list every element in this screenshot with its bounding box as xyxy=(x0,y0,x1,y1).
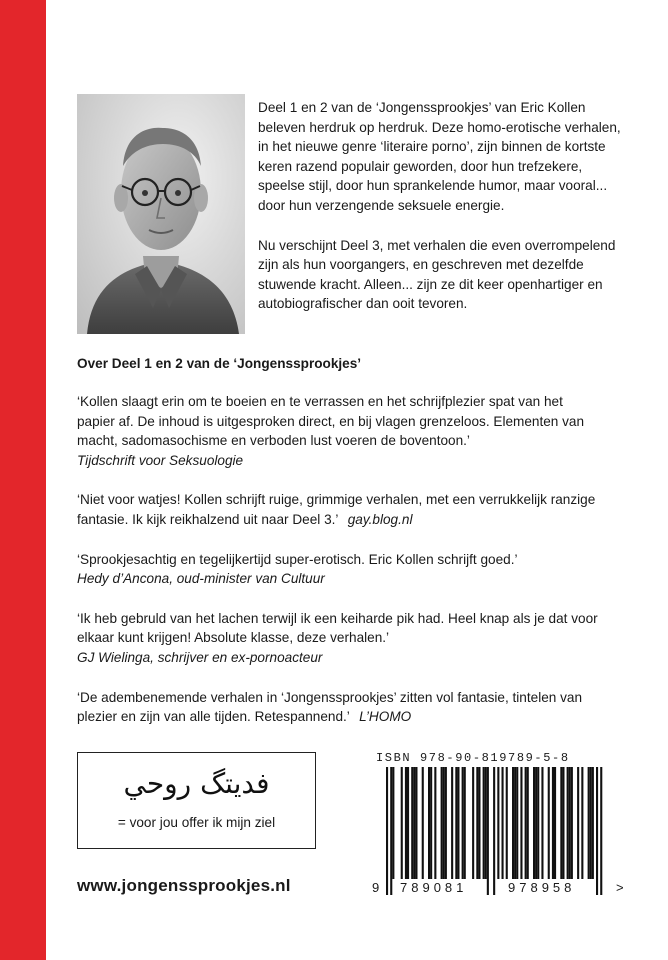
arabic-translation: = voor jou offer ik mijn ziel xyxy=(117,815,276,830)
review-item xyxy=(77,490,602,529)
review-quote: ‘De adembenemende verhalen in ‘Jongenssprookjes’ zitten vol fantasie, tintelen van plezier en zijn van alle tijden. Retespannend.’ xyxy=(77,689,583,725)
barcode-bar xyxy=(455,767,457,879)
review-item xyxy=(77,688,602,727)
barcode-bar xyxy=(464,767,466,879)
barcode-bar xyxy=(514,767,516,879)
barcode-bar xyxy=(520,767,522,879)
isbn-label: ISBN 978-90-819789-5-8 xyxy=(376,751,570,765)
barcode-bar xyxy=(487,767,489,895)
website-url[interactable]: www.jongenssprookjes.nl xyxy=(77,876,291,895)
barcode-bar xyxy=(451,767,453,879)
barcode-bar xyxy=(548,767,550,879)
barcode-bar xyxy=(411,767,413,879)
barcode-bar xyxy=(588,767,590,879)
barcode-bar xyxy=(571,767,573,879)
barcode-bar xyxy=(590,767,592,879)
barcode-bar xyxy=(422,767,424,879)
barcode-bar xyxy=(407,767,409,879)
barcode-bar xyxy=(441,767,443,879)
barcode-bar xyxy=(512,767,514,879)
barcode-bar xyxy=(386,767,388,895)
barcode-digits-left: 789081 xyxy=(400,880,468,895)
review-quote: ‘Ik heb gebruld van het lachen terwijl ik een keiharde pik had. Heel knap als je dat voor elkaar kunt krijgen! Absolute klasse, deze verhalen.’ xyxy=(77,610,598,646)
review-item xyxy=(77,609,602,668)
barcode-bar xyxy=(502,767,504,879)
barcode-bar xyxy=(592,767,594,879)
barcode-bar xyxy=(527,767,529,879)
barcode-bar xyxy=(541,767,543,879)
barcode-bar xyxy=(535,767,537,879)
barcode-digits-right: 978958 xyxy=(508,880,576,895)
review-quote: ‘Kollen slaagt erin om te boeien en te verrassen en het schrijfplezier spat van het papier af. De inhoud is uitgesproken direct, en bij vlagen grenzeloos. Elementen van macht, sadomasochisme en verboden lust voeren de boventoon.’ xyxy=(77,394,585,449)
barcode-bar xyxy=(497,767,499,879)
intro-text xyxy=(258,98,628,334)
barcode-bar xyxy=(533,767,535,879)
barcode-bar xyxy=(525,767,527,879)
barcode-bar xyxy=(569,767,571,879)
barcode-bar xyxy=(562,767,564,879)
author-photo xyxy=(77,94,245,334)
barcode-digit-lead: 9 xyxy=(372,880,380,895)
barcode-bar xyxy=(485,767,487,879)
barcode-bar xyxy=(428,767,430,879)
barcode-bar xyxy=(567,767,569,879)
barcode-bar xyxy=(600,767,602,895)
red-spine xyxy=(0,0,46,960)
barcode-bar xyxy=(537,767,539,879)
barcode-bar xyxy=(581,767,583,879)
reviews-list xyxy=(77,392,602,747)
review-source: gay.blog.nl xyxy=(347,511,413,527)
review-quote: ‘Sprookjesachtig en tegelijkertijd super-erotisch. Eric Kollen schrijft goed.’ xyxy=(77,551,518,567)
reviews-heading: Over Deel 1 en 2 van de ‘Jongenssprookjes’ xyxy=(77,356,362,371)
review-source: L’HOMO xyxy=(359,709,412,725)
barcode-bar xyxy=(516,767,518,879)
barcode-bar xyxy=(445,767,447,879)
barcode-bar xyxy=(596,767,598,895)
arabic-phrase: فدیتگ روحي xyxy=(123,767,270,800)
review-source: Hedy d’Ancona, oud-minister van Cultuur xyxy=(77,571,325,587)
review-source: Tijdschrift voor Seksuologie xyxy=(77,452,244,468)
barcode-bar xyxy=(472,767,474,879)
author-portrait-icon xyxy=(77,94,245,334)
barcode-bar xyxy=(390,767,392,895)
barcode-bar xyxy=(483,767,485,879)
barcode-bar xyxy=(478,767,480,879)
barcode-bar xyxy=(430,767,432,879)
intro-paragraph-1: Deel 1 en 2 van de ‘Jongenssprookjes’ van Eric Kollen beleven herdruk op herdruk. Deze homo-erotische verhalen, in het nieuwe genre ‘literaire porno’, zijn binnen de kortste keren razend populair geworden, door hun trefzekere, speelse stijl, door hun sprankelende humor, maar vooral... door hun verzengende seksuele energie. xyxy=(258,100,621,213)
barcode-bar xyxy=(554,767,556,879)
barcode-quiet-zone-mark: > xyxy=(616,880,624,895)
barcode-bar xyxy=(405,767,407,879)
barcode-bar xyxy=(577,767,579,879)
barcode-bar xyxy=(506,767,508,879)
barcode-bar xyxy=(457,767,459,879)
barcode-bar xyxy=(493,767,495,895)
review-quote: ‘Niet voor watjes! Kollen schrijft ruige, grimmige verhalen, met een verrukkelijk ranzige fantasie. Ik kijk reikhalzend uit naar Deel 3.’ xyxy=(77,492,596,527)
review-source: GJ Wielinga, schrijver en ex-pornoacteur xyxy=(77,649,323,665)
barcode-bar xyxy=(413,767,415,879)
soul-dedication-box xyxy=(77,752,316,849)
barcode-bar xyxy=(552,767,554,879)
barcode-bar xyxy=(443,767,445,879)
barcode-bar xyxy=(462,767,464,879)
barcode-bar xyxy=(392,767,394,879)
review-item xyxy=(77,550,602,589)
intro-paragraph-2: Nu verschijnt Deel 3, met verhalen die even overrompelend zijn als hun voorgangers, en geschreven met dezelfde stuwende kracht. Alleen... zijn ze dit keer openhartiger en autobiografischer dan ooit tevoren. xyxy=(258,237,616,312)
barcode-bar xyxy=(415,767,417,879)
barcode-bar xyxy=(401,767,403,879)
review-item xyxy=(77,392,602,470)
barcode-bar xyxy=(434,767,436,879)
barcode-bar xyxy=(560,767,562,879)
barcode-bar xyxy=(476,767,478,879)
